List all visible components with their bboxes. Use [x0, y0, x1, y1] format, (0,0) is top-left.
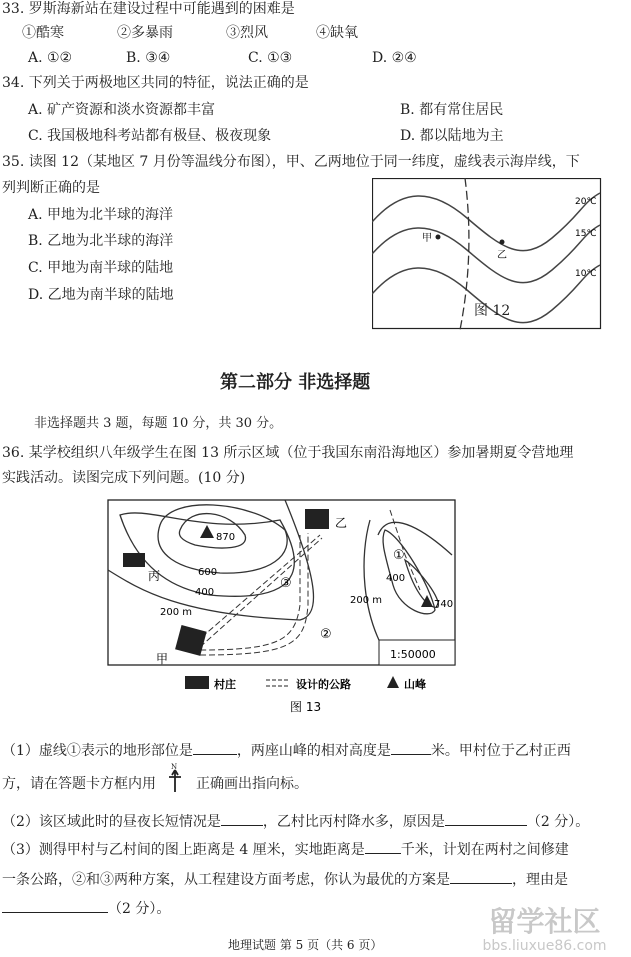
- watermark-text: 留学社区: [488, 905, 601, 938]
- q33-option-b: B. ③④: [126, 50, 171, 66]
- text: （2 分）。: [526, 814, 590, 830]
- village-icon: [123, 553, 145, 567]
- isotherm-label: 20℃: [575, 197, 597, 207]
- q34-option-b: B. 都有常住居民: [400, 102, 504, 118]
- page-footer: 地理试题 第 5 页（共 6 页）: [228, 938, 383, 952]
- village-label: 丙: [148, 569, 161, 583]
- isotherm-label: 15℃: [575, 229, 597, 239]
- text: 千米，计划在两村之间修建: [400, 842, 569, 858]
- point-label: 甲: [422, 233, 432, 244]
- answer-blank[interactable]: [365, 839, 401, 854]
- text: ，乙村比丙村降水多，原因是: [262, 814, 445, 830]
- coastline: [460, 178, 469, 330]
- text: 方，请在答题卡方框内用: [2, 776, 156, 792]
- q33-item: ①酷寒: [22, 25, 64, 41]
- q34-option-a: A. 矿产资源和淡水资源都丰富: [28, 102, 216, 118]
- q35-stem: 35. 读图 12（某地区 7 月份等温线分布图），甲、乙两地位于同一纬度，虚线表示海岸线，下: [2, 154, 580, 170]
- text: （1）虚线①表示的地形部位是: [2, 743, 193, 759]
- q34-option-d: D. 都以陆地为主: [400, 128, 504, 144]
- contour-label: 600: [198, 567, 218, 578]
- legend-peak-icon: [387, 676, 399, 688]
- q34-option-c: C. 我国极地科考站都有极昼、极夜现象: [28, 128, 272, 144]
- part2-intro: 非选择题共 3 题，每题 10 分，共 30 分。: [34, 416, 283, 431]
- q36-part2: [2, 811, 589, 831]
- figure-13-contour-map: [100, 495, 460, 720]
- contour-label: 200 m: [350, 595, 383, 606]
- route-label: ①: [393, 548, 405, 563]
- q33-option-d: D. ②④: [372, 50, 417, 66]
- contour-label: 400: [195, 587, 215, 598]
- figure-12-caption: 图 12: [474, 303, 511, 319]
- legend-label: 山峰: [404, 678, 426, 691]
- isotherm-label: 10℃: [575, 269, 597, 279]
- q35-option-b: B. 乙地为北半球的海洋: [28, 233, 174, 249]
- part2-heading: 第二部分 非选择题: [220, 372, 371, 393]
- q36-stem: 36. 某学校组织八年级学生在图 13 所示区域（位于我国东南沿海地区）参加暑期夏令营地理: [2, 445, 574, 461]
- peak-elevation: 740: [434, 599, 454, 610]
- q35-option-a: A. 甲地为北半球的海洋: [28, 207, 174, 223]
- q35-option-d: D. 乙地为南半球的陆地: [28, 287, 174, 303]
- answer-blank[interactable]: [2, 898, 108, 913]
- watermark-logo: [462, 906, 627, 956]
- point-yi: [500, 240, 505, 245]
- legend-label: 设计的公路: [296, 678, 351, 691]
- peak-icon: [200, 525, 214, 538]
- point-label: 乙: [497, 250, 507, 261]
- q33-stem: 33. 罗斯海新站在建设过程中可能遇到的困难是: [2, 1, 295, 17]
- legend-label: 村庄: [214, 678, 236, 691]
- village-label: 甲: [156, 652, 169, 666]
- contour-label: 200 m: [160, 607, 193, 618]
- q35-stem-cont: 列判断正确的是: [2, 180, 100, 196]
- q36-part3-end: [2, 898, 170, 918]
- answer-blank[interactable]: [193, 740, 237, 755]
- text: （3）测得甲村与乙村间的图上距离是 4 厘米，实地距离是: [2, 842, 365, 858]
- q36-part1-cont: [2, 763, 308, 793]
- point-jia: [436, 235, 441, 240]
- q36-part3: [2, 839, 569, 859]
- watermark-url: bbs.liuxue86.com: [482, 938, 607, 954]
- q36-part1: [2, 740, 571, 760]
- village-icon: [175, 625, 207, 656]
- north-label: N: [171, 763, 178, 771]
- village-icon: [305, 509, 329, 529]
- q35-option-c: C. 甲地为南半球的陆地: [28, 260, 174, 276]
- answer-blank[interactable]: [445, 811, 527, 826]
- text: （2 分）。: [108, 901, 171, 917]
- q33-option-a: A. ①②: [28, 50, 73, 66]
- q34-stem: 34. 下列关于两极地区共同的特征，说法正确的是: [2, 75, 309, 91]
- figure-13-caption: 图 13: [290, 700, 322, 714]
- q33-item: ②多暴雨: [117, 25, 173, 41]
- route-label: ②: [320, 627, 332, 642]
- q33-item: ③烈风: [226, 25, 268, 41]
- text: ，理由是: [512, 872, 568, 888]
- q36-part3-cont: [2, 869, 568, 889]
- text: 正确画出指向标。: [196, 776, 308, 792]
- answer-blank[interactable]: [391, 740, 431, 755]
- contour-label: 400: [386, 573, 406, 584]
- text: 米。甲村位于乙村正西: [430, 743, 571, 759]
- answer-blank[interactable]: [221, 811, 263, 826]
- map-scale: 1:50000: [390, 648, 436, 661]
- route-label: ③: [280, 576, 292, 591]
- text: 一条公路，②和③两种方案，从工程建设方面考虑，你认为最优的方案是: [2, 872, 450, 888]
- answer-blank[interactable]: [450, 869, 512, 884]
- text: （2）该区域此时的昼夜长短情况是: [2, 814, 221, 830]
- q33-option-c: C. ①③: [248, 50, 293, 66]
- q36-stem-cont: 实践活动。读图完成下列问题。(10 分): [2, 470, 246, 486]
- peak-elevation: 870: [216, 532, 236, 543]
- north-arrow-icon: [156, 763, 196, 788]
- village-label: 乙: [335, 516, 348, 530]
- legend-village-icon: [185, 676, 209, 689]
- isotherm-20: [372, 193, 600, 251]
- text: ，两座山峰的相对高度是: [236, 743, 391, 759]
- q33-item: ④缺氧: [316, 25, 358, 41]
